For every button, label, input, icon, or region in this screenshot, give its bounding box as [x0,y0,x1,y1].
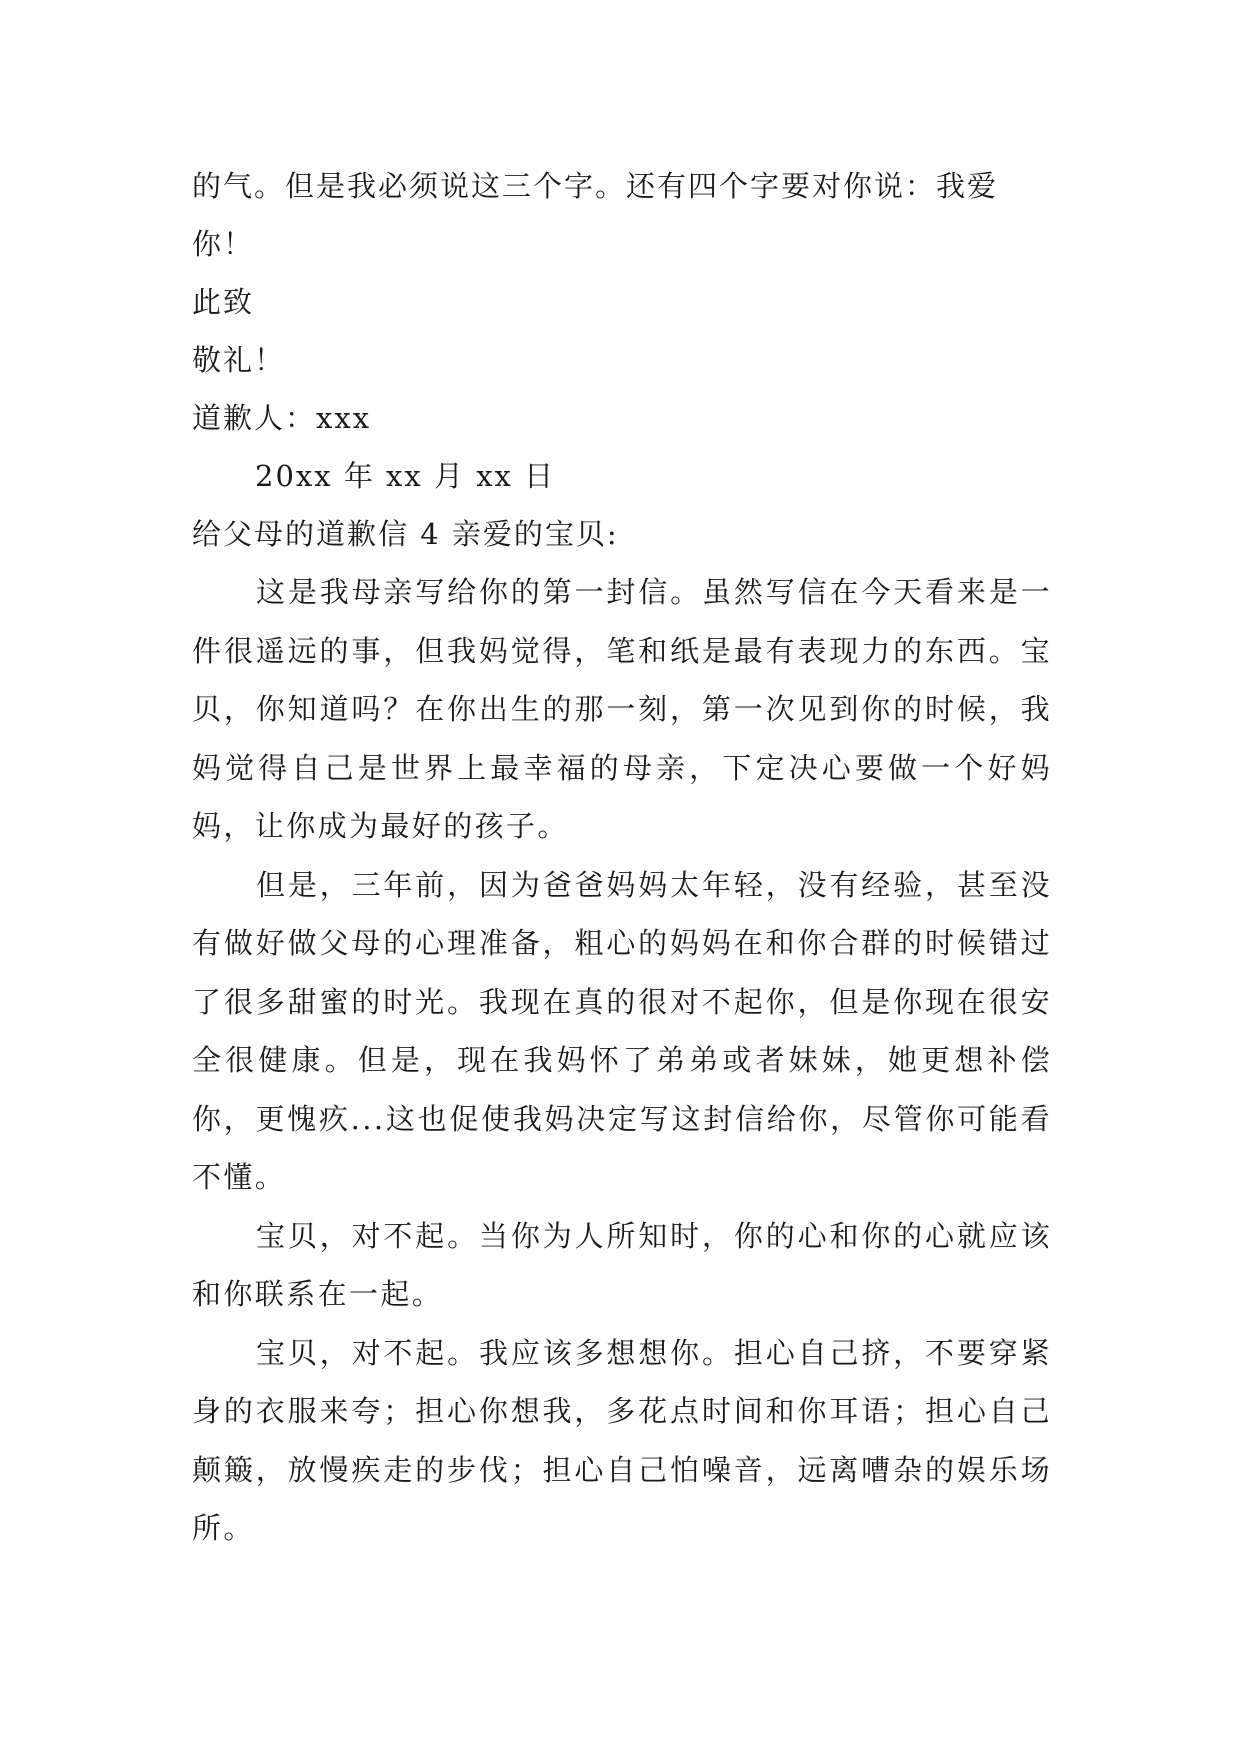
closing-respect: 敬礼！ [192,343,286,377]
closing-salutation: 此致 [192,285,255,319]
letter-body [192,157,1052,1558]
date-line: 20xx 年 xx 月 xx 日 [255,459,556,493]
signature-line: 道歉人：xxx [192,401,372,435]
paragraph: 这是我母亲写给你的第一封信。虽然写信在今天看来是一件很遥远的事，但我妈觉得，笔和纸是最有表现力的东西。宝贝，你知道吗？在你出生的那一刻，第一次见到你的时候，我妈觉得自己是世界上最幸福的母亲，下定决心要做一个好妈妈，让你成为最好的孩子。 [192,575,1052,843]
letter-heading: 给父母的道歉信 4 亲爱的宝贝: [192,517,619,551]
paragraph: 但是，三年前，因为爸爸妈妈太年轻，没有经验，甚至没有做好做父母的心理准备，粗心的妈妈在和你合群的时候错过了很多甜蜜的时光。我现在真的很对不起你，但是你现在很安全很健康。但是，现在我妈怀了弟弟或者妹妹，她更想补偿你，更愧疚...这也促使我妈决定写这封信给你，尽管你可能看不懂。 [192,867,1052,1194]
text-line: 的气。但是我必须说这三个字。还有四个字要对你说：我爱 [192,169,999,203]
text-line: 你！ [192,227,255,261]
paragraph: 宝贝，对不起。我应该多想想你。担心自己挤，不要穿紧身的衣服来夸；担心你想我，多花点时间和你耳语；担心自己颠簸，放慢疾走的步伐；担心自己怕噪音，远离嘈杂的娱乐场所。 [192,1335,1052,1545]
paragraph: 宝贝，对不起。当你为人所知时，你的心和你的心就应该和你联系在一起。 [192,1218,1052,1311]
